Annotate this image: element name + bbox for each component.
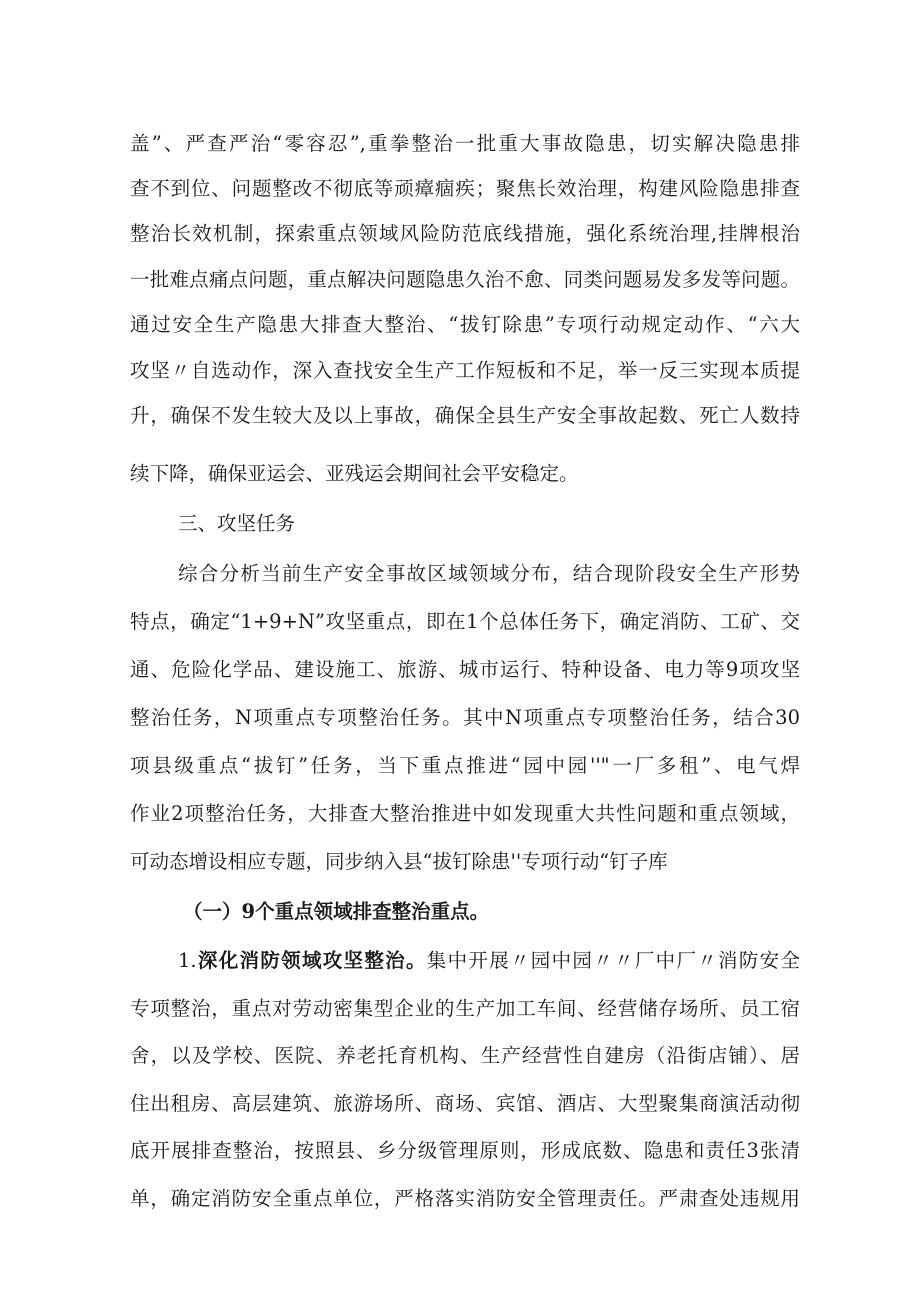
- paragraph-line: 可动态增设相应专题，同步纳入县“拔钉除患''专项行动“钉子库: [130, 850, 668, 873]
- paragraph-line: 一批难点痛点问题，重点解决问题隐患久治不愈、同类问题易发多发等问题。: [130, 268, 800, 291]
- paragraph-line: 综合分析当前生产安全事故区域领域分布，结合现阶段安全生产形势: [178, 562, 800, 585]
- item-1-first-line: [178, 947, 800, 975]
- paragraph-line: 特点，确定“1+9+N”攻坚重点，即在1个总体任务下，确定消防、工矿、交: [130, 610, 800, 633]
- paragraph-line: 舍，以及学校、医院、养老托育机构、生产经营性自建房（沿街店铺）、居: [130, 1044, 800, 1067]
- paragraph-line: 单，确定消防安全重点单位，严格落实消防安全管理责任。严肃查处违规用: [130, 1187, 800, 1210]
- paragraph-line: 整治任务，N项重点专项整治任务。其中N项重点专项整治任务，结合30: [130, 706, 800, 729]
- paragraph-line: 通、危险化学品、建设施工、旅游、城市运行、特种设备、电力等9项攻坚: [130, 658, 800, 681]
- paragraph-line: 查不到位、问题整改不彻底等顽瘴痼疾；聚焦长效治理，构建风险隐患排查: [130, 177, 800, 200]
- paragraph-line: 住出租房、高层建筑、旅游场所、商场、宾馆、酒店、大型聚集商演活动彻: [130, 1092, 800, 1115]
- item-1-number: 1.: [178, 949, 197, 972]
- paragraph-line: 升，确保不发生较大及以上事故，确保全县生产安全事故起数、死亡人数持: [130, 404, 800, 427]
- paragraph-line: 通过安全生产隐患大排查大整治、“拔钉除患”专项行动规定动作、“六大: [130, 313, 800, 336]
- paragraph-line: 项县级重点“拔钉”任务，当下重点推进“园中园''"一厂多租”、电气焊: [130, 754, 800, 777]
- section-heading: 三、攻坚任务: [178, 512, 296, 535]
- paragraph-line: 作业2项整治任务，大排查大整治推进中如发现重大共性问题和重点领域，: [130, 802, 800, 825]
- item-1-text: 集中开展〃园中园〃〃厂中厂〃消防安全: [426, 949, 800, 972]
- sub-heading: （一）9个重点领域排查整治重点。: [183, 900, 490, 923]
- paragraph-line: 底开展排查整治，按照县、乡分级管理原则，形成底数、隐患和责任3张清: [130, 1139, 800, 1162]
- item-1-title: 深化消防领域攻坚整治。: [196, 949, 427, 972]
- paragraph-line: 专项整治，重点对劳动密集型企业的生产加工车间、经营储存场所、员工宿: [130, 997, 800, 1020]
- paragraph-line: 盖”、严查严治“零容忍”,重拳整治一批重大事故隐患，切实解决隐患排: [130, 132, 800, 155]
- paragraph-line: 续下降，确保亚运会、亚残运会期间社会平安稳定。: [130, 462, 579, 485]
- paragraph-line: 整治长效机制，探索重点领域风险防范底线措施，强化系统治理,挂牌根治: [130, 222, 800, 245]
- paragraph-line: 攻坚〃自选动作，深入查找安全生产工作短板和不足，举一反三实现本质提: [130, 359, 800, 382]
